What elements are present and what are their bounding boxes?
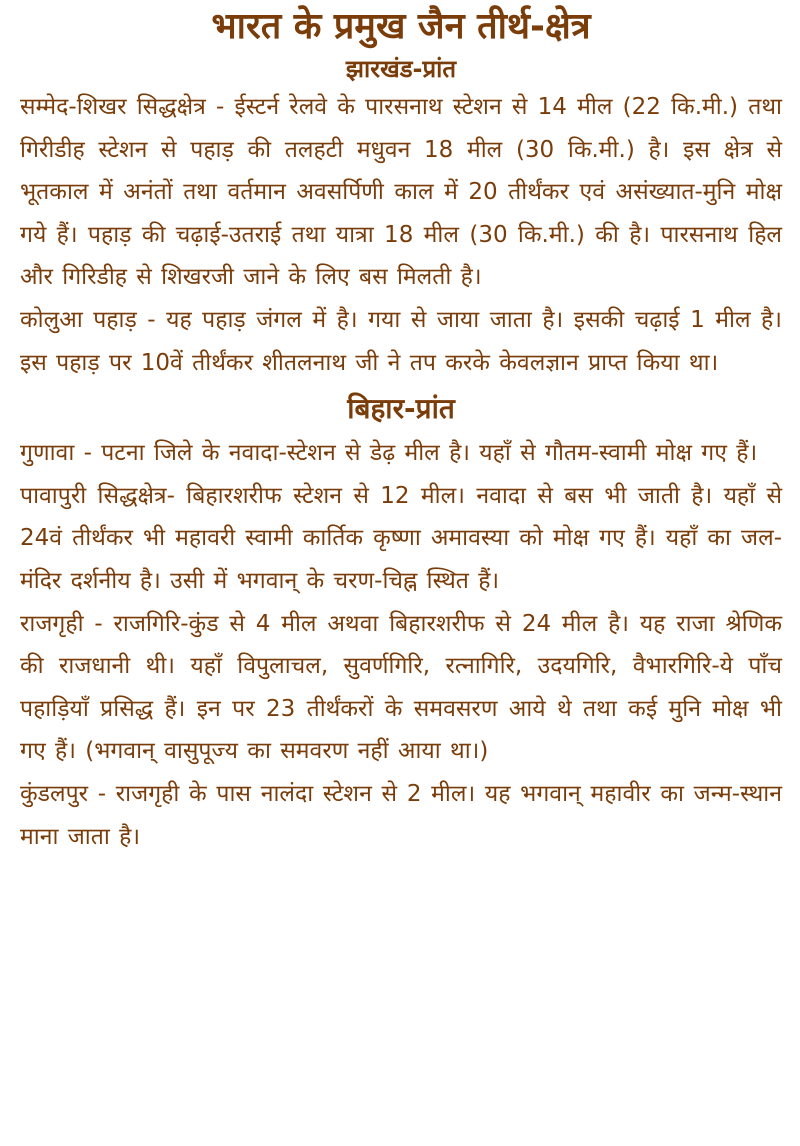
paragraph-pawapuri: पावापुरी सिद्धक्षेत्र- बिहारशरीफ स्टेशन से 12 मील। नवादा से बस भी जाती है। यहाँ से 24वं तीर्थंकर भी महावरी स्वामी कार्तिक कृष्णा अमावस्या को मोक्ष गए हैं। यहाँ का जल-मंदिर दर्शनीय है। उसी में भगवान् के चरण-चिह्न स्थित हैं। [20,482,782,594]
section-heading-jharkhand: झारखंड-प्रांत [345,55,457,83]
paragraph-gunawa: गुणावा - पटना जिले के नवादा-स्टेशन से डेढ़ मील है। यहाँ से गौतम-स्वामी मोक्ष गए हैं। [20,440,758,467]
paragraph-rajgriha: राजगृही - राजगिरि-कुंड से 4 मील अथवा बिहारशरीफ से 24 मील है। यह राजा श्रेणिक की राजधानी थी। यहाँ विपुलाचल, सुवर्णगिरि, रत्नागिरि, उदयगिरि, वैभारगिरि-ये पाँच पहाड़ियाँ प्रसिद्ध हैं। इन पर 23 तीर्थंकरों के समवसरण आये थे तथा कई मुनि मोक्ष भी गए हैं। (भगवान् वासुपूज्य का समवरण नहीं आया था।) [20,610,782,765]
section-bihar [20,386,782,858]
paragraph-kundalpur: कुंडलपुर - राजगृही के पास नालंदा स्टेशन से 2 मील। यह भगवान् महावीर का जन्म-स्थान माना जाता है। [20,780,782,850]
section-heading-bihar: बिहार-प्रांत [347,392,455,426]
paragraph-kolua-pahad: कोलुआ पहाड़ - यह पहाड़ जंगल में है। गया से जाया जाता है। इसकी चढ़ाई 1 मील है। इस पहाड़ पर 10वें तीर्थंकर शीतलनाथ जी ने तप करके केवलज्ञान प्राप्त किया था। [20,306,782,376]
page-title: भारत के प्रमुख जैन तीर्थ-क्षेत्र [211,6,591,47]
paragraph-sammed-shikhar: सम्मेद-शिखर सिद्धक्षेत्र - ईस्टर्न रेलवे के पारसनाथ स्टेशन से 14 मील (22 कि.मी.) तथा गिरीडीह स्टेशन से पहाड़ की तलहटी मधुवन 18 मील (30 कि.मी.) है। इस क्षेत्र से भूतकाल में अनंतों तथा वर्तमान अवसर्पिणी काल में 20 तीर्थंकर एवं असंख्यात-मुनि मोक्ष गये हैं। पहाड़ की चढ़ाई-उतराई तथा यात्रा 18 मील (30 कि.मी.) की है। पारसनाथ हिल और गिरिडीह से शिखरजी जाने के लिए बस मिलती है। [20,94,782,291]
section-jharkhand [20,52,782,384]
